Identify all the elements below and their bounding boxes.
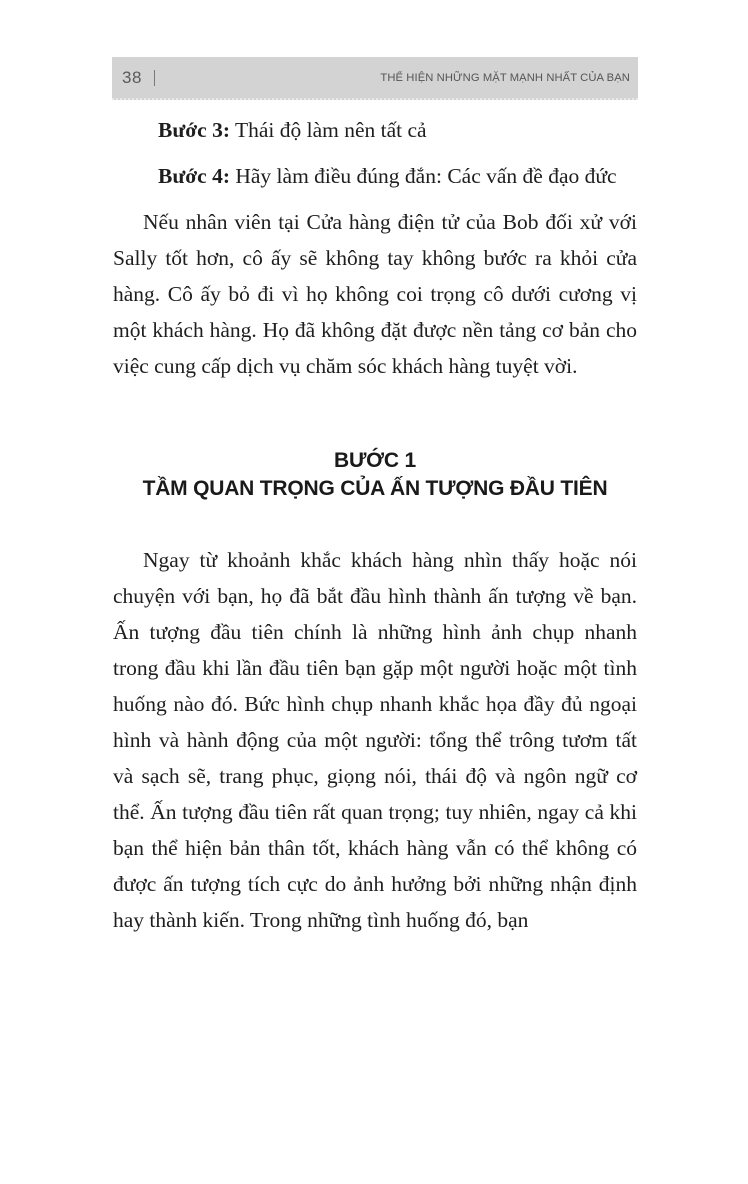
running-header [112,57,638,100]
body-paragraph-1: Nếu nhân viên tại Cửa hàng điện tử của Bob đối xử với Sally tốt hơn, cô ấy sẽ không tay không bước ra khỏi cửa hàng. Cô ấy bỏ đi vì họ không coi trọng cô dưới cương vị một khách hàng. Họ đã không đặt được nền tảng cơ bản cho việc cung cấp dịch vụ chăm sóc khách hàng tuyệt vời. [113,210,637,378]
header-left [122,68,155,88]
header-divider [154,70,155,86]
step-list [113,112,637,194]
step-text: Thái độ làm nên tất cả [229,118,427,142]
step-item-3 [158,112,637,148]
section-step-label: BƯỚC 1 [334,449,416,472]
page-content [113,112,637,938]
section-title: TẦM QUAN TRỌNG CỦA ẤN TƯỢNG ĐẦU TIÊN [142,477,608,500]
step-label: Bước 4: [158,164,230,188]
step-label: Bước 3: [158,118,230,142]
section-heading [113,447,637,503]
step-item-4 [158,158,637,194]
step-text: Hãy làm điều đúng đắn: Các vấn đề đạo đức [229,164,617,188]
page-number: 38 [122,67,142,87]
book-title: THỂ HIỆN NHỮNG MẶT MẠNH NHẤT CỦA BẠN [380,71,630,84]
body-paragraph-2: Ngay từ khoảnh khắc khách hàng nhìn thấy hoặc nói chuyện với bạn, họ đã bắt đầu hình thành ấn tượng về bạn. Ấn tượng đầu tiên chính là những hình ảnh chụp nhanh trong đầu khi lần đầu tiên bạn gặp một người hoặc một tình huống nào đó. Bức hình chụp nhanh khắc họa đầy đủ ngoại hình và hành động của một người: tổng thể trông tươm tất và sạch sẽ, trang phục, giọng nói, thái độ và ngôn ngữ cơ thể. Ấn tượng đầu tiên rất quan trọng; tuy nhiên, ngay cả khi bạn thể hiện bản thân tốt, khách hàng vẫn có thể không có được ấn tượng tích cực do ảnh hưởng bởi những nhận định hay thành kiến. Trong những tình huống đó, bạn [113,548,637,932]
